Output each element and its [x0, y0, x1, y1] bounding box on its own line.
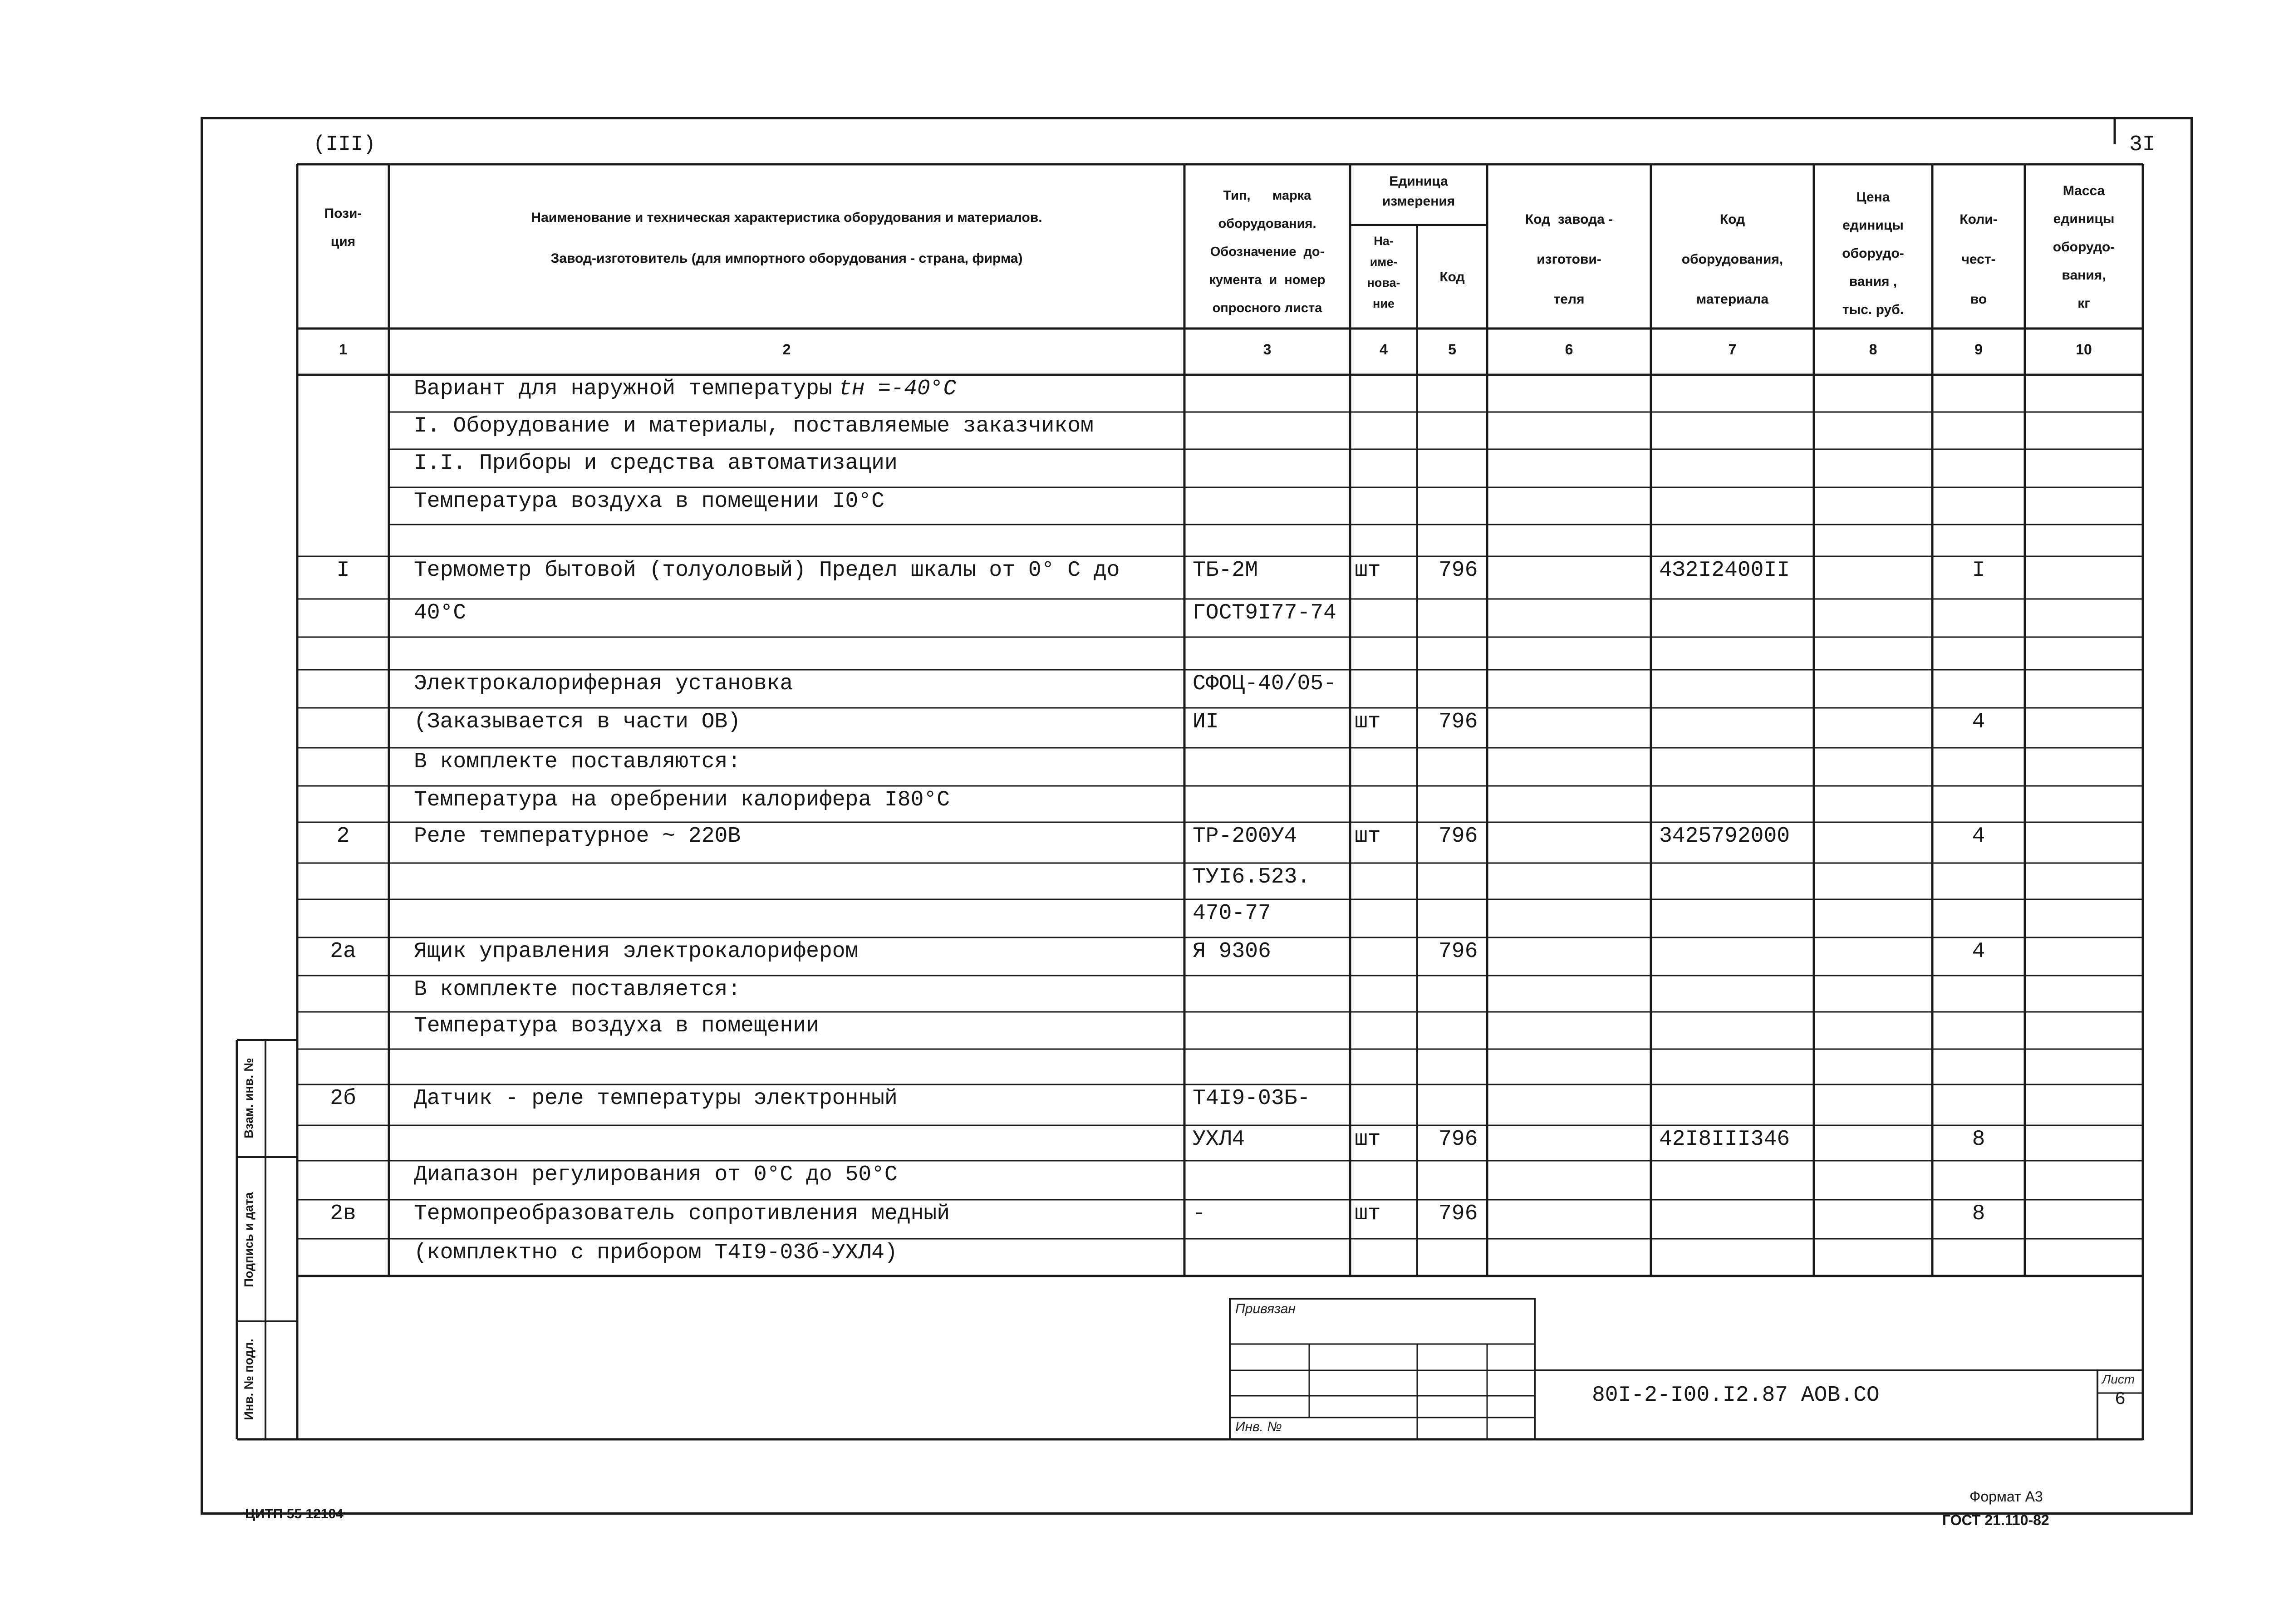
colnum-6: 6: [1565, 341, 1573, 358]
header-qty: Коли- чест- во: [1960, 212, 1998, 307]
page-number: 3I: [2129, 132, 2156, 157]
cell-c5: 796: [1439, 1202, 1478, 1226]
gost-label: ГОСТ 21.110-82: [1942, 1512, 2049, 1528]
cell-c3: ТБ-2М: [1193, 558, 1258, 583]
cell-c9: 8: [1972, 1127, 1985, 1152]
header-type: Тип, марка оборудования. Обозначение до- кумента и номер опросного листа: [1209, 188, 1326, 315]
cell-c2: Ящик управления электрокалорифером: [414, 939, 859, 964]
cell-c4: шт: [1355, 710, 1381, 734]
colnum-10: 10: [2076, 341, 2092, 358]
cell-c1: 2: [336, 824, 350, 849]
header-unit-code: Код: [1439, 270, 1465, 285]
cell-c9: 8: [1972, 1202, 1985, 1226]
cell-c3: ТУI6.523.: [1193, 865, 1311, 889]
cell-c2: Температура воздуха в помещении I0°С: [414, 489, 884, 514]
header-unit-group: Единица измерения: [1382, 174, 1455, 209]
stamp-vzam: Взам. инв. №: [242, 1058, 255, 1138]
colnum-3: 3: [1263, 341, 1272, 358]
cipt-label: ЦИТП 55 12104: [245, 1506, 344, 1521]
cell-c3: -: [1193, 1202, 1206, 1226]
cell-c1: 2а: [330, 939, 356, 964]
header-unit-name: На- име- нова- ние: [1367, 234, 1400, 310]
cell-c9: 4: [1972, 824, 1985, 849]
series-mark: (III): [313, 132, 376, 156]
cell-c3: ГОСТ9I77-74: [1193, 601, 1336, 625]
cell-c1: 2в: [330, 1202, 356, 1226]
cell-c2: (Заказывается в части ОВ): [414, 710, 741, 734]
cell-c2: В комплекте поставляется:: [414, 977, 741, 1002]
header-name-line2: Завод-изготовитель (для импортного оборудования - страна, фирма): [550, 251, 1023, 266]
colnum-9: 9: [1974, 341, 1983, 358]
header-mass: Масса единицы оборудо- вания, кг: [2053, 183, 2115, 311]
cell-c3: СФОЦ-40/05-: [1193, 672, 1336, 696]
cell-c2: (комплектно с прибором Т4I9-03б-УХЛ4): [414, 1241, 898, 1265]
cell-c7: 3425792000: [1659, 824, 1790, 849]
header-equip-code: Код оборудования, материала: [1681, 212, 1783, 307]
cell-c5: 796: [1439, 710, 1478, 734]
cell-c2: Диапазон регулирования от 0°С до 50°С: [414, 1163, 898, 1187]
cell-c1: 2б: [330, 1086, 356, 1111]
colnum-4: 4: [1380, 341, 1388, 358]
sheet-label: Лист: [2102, 1372, 2135, 1386]
stamp-podpis: Подпись и дата: [242, 1192, 255, 1287]
cell-c2: Температура воздуха в помещении: [414, 1014, 819, 1038]
attached-label: Привязан: [1235, 1301, 1296, 1316]
stamp-inv-podl: Инв. № подл.: [242, 1339, 255, 1420]
cell-c7: 4З2I2400II: [1659, 558, 1790, 583]
cell-c4: шт: [1355, 558, 1381, 583]
colnum-1: 1: [339, 341, 347, 358]
doc-code: 80I-2-I00.I2.87 АОВ.СО: [1592, 1383, 1880, 1408]
colnum-8: 8: [1869, 341, 1877, 358]
cell-c2-formula: tн =-40°С: [839, 377, 957, 401]
cell-c5: 796: [1439, 1127, 1478, 1152]
cell-c3: ТР-200У4: [1193, 824, 1297, 849]
cell-c2: Термометр бытовой (толуоловый) Предел шкалы от 0° С до: [414, 558, 1120, 583]
cell-c1: I: [336, 558, 350, 583]
cell-c5: 796: [1439, 824, 1478, 849]
cell-c2: В комплекте поставляются:: [414, 750, 741, 774]
cell-c3: УХЛ4: [1193, 1127, 1245, 1152]
cell-c2: Температура на оребрении калорифера I80°С: [414, 788, 950, 812]
cell-c9: 4: [1972, 939, 1985, 964]
cell-c2: I. Оборудование и материалы, поставляемые заказчиком: [414, 414, 1094, 438]
header-price: Цена единицы оборудо- вания , тыс. руб.: [1842, 190, 1904, 317]
inv-label: Инв. №: [1235, 1419, 1282, 1434]
cell-c3: ИI: [1193, 710, 1219, 734]
cell-c3: Я 9306: [1193, 939, 1271, 964]
cell-c2: Термопреобразователь сопротивления медный: [414, 1202, 950, 1226]
cell-c4: шт: [1355, 824, 1381, 849]
format-label: Формат А3: [1969, 1488, 2043, 1505]
sheet-number: 6: [2115, 1389, 2126, 1410]
cell-c2: Реле температурное ~ 220В: [414, 824, 741, 849]
cell-c7: 42I8III346: [1659, 1127, 1790, 1152]
cell-c9: 4: [1972, 710, 1985, 734]
cell-c2: Электрокалориферная установка: [414, 672, 793, 696]
cell-c2: Вариант для наружной температуры: [414, 377, 832, 401]
cell-c2: I.I. Приборы и средства автоматизации: [414, 451, 898, 476]
cell-c5: 796: [1439, 558, 1478, 583]
colnum-5: 5: [1448, 341, 1456, 358]
cell-c2: 40°С: [414, 601, 467, 625]
cell-c2: Датчик - реле температуры электронный: [414, 1086, 898, 1111]
header-factory-code: Код завода - изготови- теля: [1525, 212, 1613, 307]
cell-c3: Т4I9-03Б-: [1193, 1086, 1311, 1111]
cell-c9: I: [1972, 558, 1985, 583]
colnum-2: 2: [782, 341, 791, 358]
header-name-line1: Наименование и техническая характеристика оборудования и материалов.: [531, 210, 1042, 225]
cell-c4: шт: [1355, 1127, 1381, 1152]
cell-c3: 470-77: [1193, 901, 1271, 926]
colnum-7: 7: [1728, 341, 1737, 358]
cell-c4: шт: [1355, 1202, 1381, 1226]
header-pos: Пози- ция: [324, 206, 362, 249]
cell-c5: 796: [1439, 939, 1478, 964]
